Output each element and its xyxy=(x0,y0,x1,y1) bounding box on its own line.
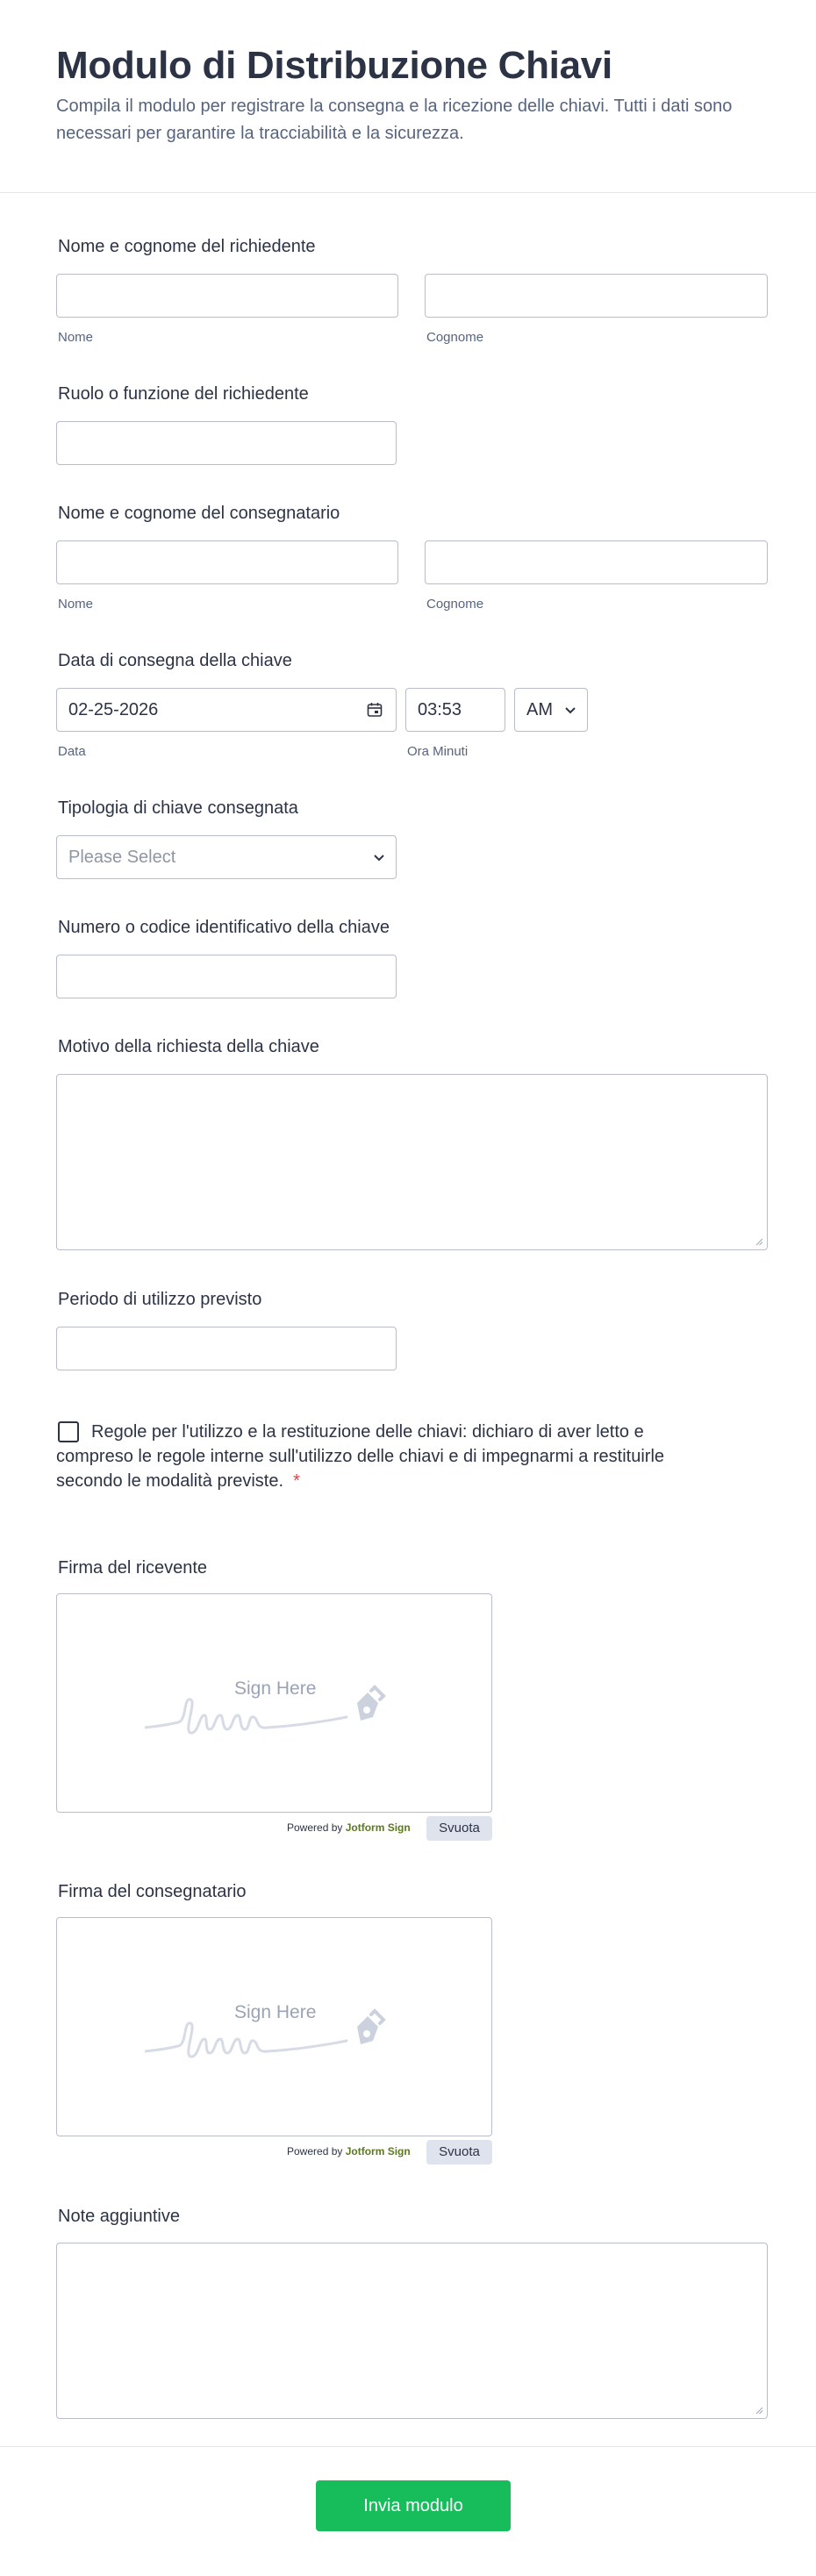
notes-textarea[interactable] xyxy=(56,2243,768,2419)
pen-icon xyxy=(357,1687,383,1721)
key-code-input[interactable] xyxy=(56,955,397,998)
sign-here-hint: Sign Here xyxy=(234,1678,317,1699)
sign-here-hint: Sign Here xyxy=(234,2002,317,2022)
consignee-last-name-sublabel: Cognome xyxy=(426,597,484,612)
delivery-time-value: 03:53 xyxy=(418,700,462,719)
role-input[interactable] xyxy=(56,421,397,465)
form-subtitle: Compila il modulo per registrare la consegna e la ricezione delle chiavi. Tutti i dati sono necessari per garantire la tracciabilità e la sicurezza. xyxy=(56,97,733,143)
powered-by-prefix: Powered by xyxy=(287,1821,343,1834)
form-title: Modulo di Distribuzione Chiavi xyxy=(56,44,612,87)
consignee-signature-label: Firma del consegnatario xyxy=(58,1882,247,1901)
consignee-signature-pad[interactable] xyxy=(56,1917,492,2136)
reason-label: Motivo della richiesta della chiave xyxy=(58,1037,319,1056)
consignee-name-label: Nome e cognome del consegnatario xyxy=(58,504,340,523)
powered-by-text xyxy=(287,1821,411,1834)
ampm-select[interactable] xyxy=(514,688,588,732)
usage-period-input[interactable] xyxy=(56,1327,397,1370)
delivery-date-input[interactable] xyxy=(56,688,397,732)
usage-period-label: Periodo di utilizzo previsto xyxy=(58,1290,262,1309)
key-type-select[interactable] xyxy=(56,835,397,879)
pen-icon xyxy=(357,2011,383,2044)
role-label: Ruolo o funzione del richiedente xyxy=(58,384,309,404)
consignee-first-name-input[interactable] xyxy=(56,540,398,584)
delivery-date-label: Data di consegna della chiave xyxy=(58,651,292,670)
submit-button[interactable]: Invia modulo xyxy=(316,2480,511,2531)
ampm-value: AM xyxy=(526,700,553,719)
resize-grip-icon[interactable] xyxy=(755,2407,763,2415)
powered-by-text xyxy=(287,2145,411,2157)
key-type-placeholder: Please Select xyxy=(68,848,176,867)
chevron-down-icon xyxy=(564,705,576,720)
key-code-label: Numero o codice identificativo della chiave xyxy=(58,918,390,937)
calendar-icon[interactable] xyxy=(366,701,383,723)
delivery-time-sublabel: Ora Minuti xyxy=(407,744,469,759)
required-mark: * xyxy=(293,1471,300,1491)
powered-by-prefix: Powered by xyxy=(287,2145,343,2157)
requester-first-name-input[interactable] xyxy=(56,274,398,318)
key-type-label: Tipologia di chiave consegnata xyxy=(58,798,298,818)
consignee-signature-clear-button[interactable]: Svuota xyxy=(426,2140,492,2165)
resize-grip-icon[interactable] xyxy=(755,1238,763,1246)
consignee-last-name-input[interactable] xyxy=(425,540,768,584)
requester-last-name-input[interactable] xyxy=(425,274,768,318)
notes-label: Note aggiuntive xyxy=(58,2207,180,2226)
requester-last-name-sublabel: Cognome xyxy=(426,330,484,345)
footer-divider xyxy=(0,2446,816,2447)
delivery-time-input[interactable] xyxy=(405,688,505,732)
consignee-first-name-sublabel: Nome xyxy=(58,597,94,612)
recipient-signature-pad[interactable] xyxy=(56,1593,492,1813)
requester-name-label: Nome e cognome del richiedente xyxy=(58,237,316,256)
form-header xyxy=(0,0,816,193)
consent-text: Regole per l'utilizzo e la restituzione delle chiavi: dichiaro di aver letto e compreso le regole interne sull'utilizzo delle chiavi e di impegnarmi a restituirle secondo le modalità previste. xyxy=(56,1422,665,1491)
delivery-date-value: 02-25-2026 xyxy=(68,700,159,719)
consent-label[interactable] xyxy=(56,1420,688,1493)
delivery-date-sublabel: Data xyxy=(58,744,86,759)
chevron-down-icon xyxy=(373,852,385,868)
recipient-signature-label: Firma del ricevente xyxy=(58,1558,208,1578)
requester-first-name-sublabel: Nome xyxy=(58,330,94,345)
jotform-sign-brand: Jotform Sign xyxy=(345,1821,411,1834)
reason-textarea[interactable] xyxy=(56,1074,768,1250)
jotform-sign-brand: Jotform Sign xyxy=(345,2145,411,2157)
recipient-signature-clear-button[interactable]: Svuota xyxy=(426,1816,492,1841)
